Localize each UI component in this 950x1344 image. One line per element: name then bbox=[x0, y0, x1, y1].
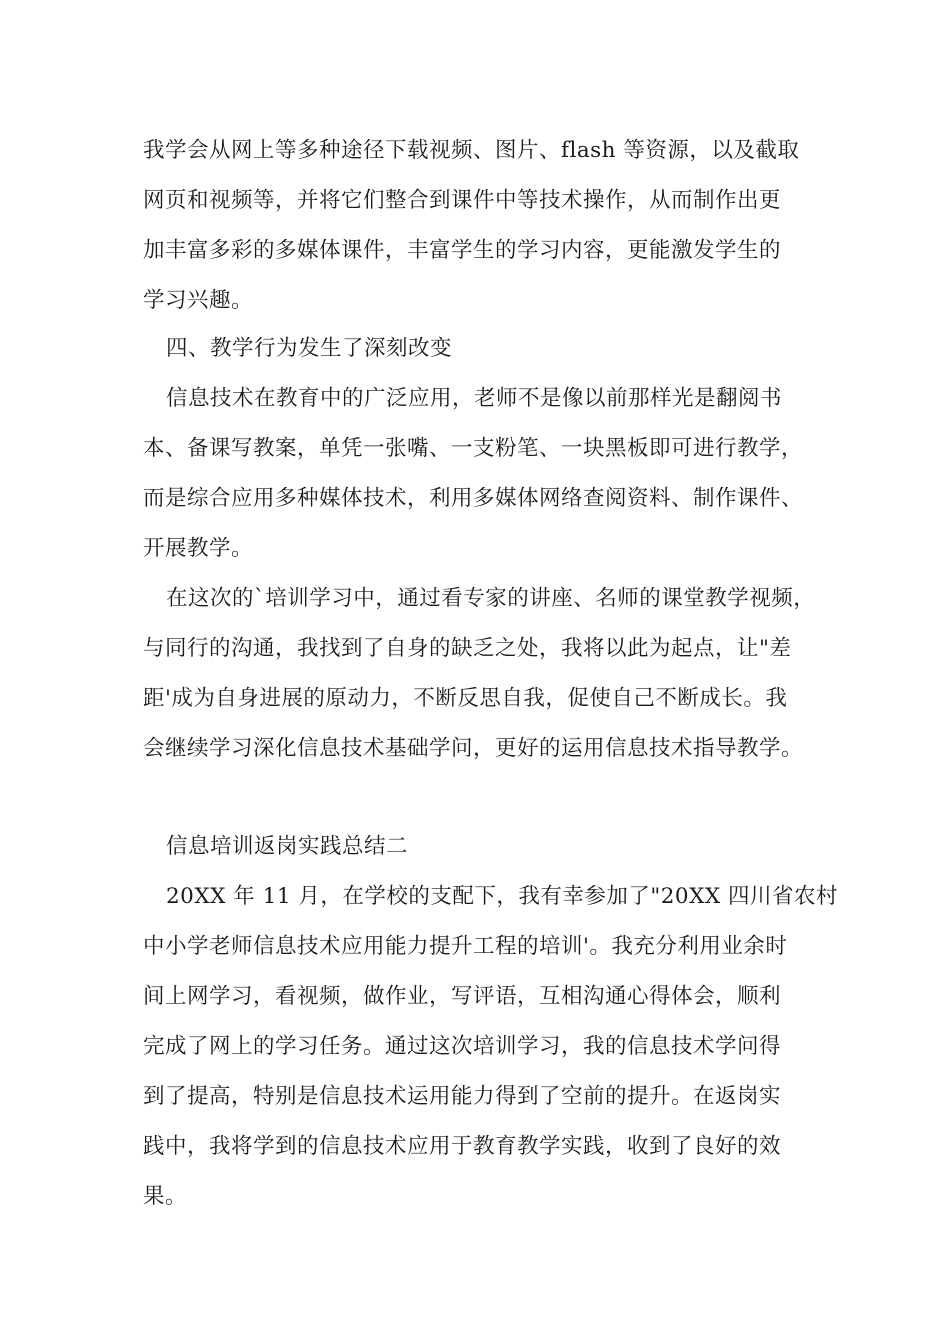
paragraph-line: 距'成为自身进展的原动力，不断反思自我，促使自己不断成长。我 bbox=[143, 686, 788, 711]
paragraph-line: 开展教学。 bbox=[143, 536, 254, 561]
paragraph-line: 完成了网上的学习任务。通过这次培训学习，我的信息技术学问得 bbox=[143, 1034, 782, 1059]
paragraph-line: 到了提高，特别是信息技术运用能力得到了空前的提升。在返岗实 bbox=[143, 1084, 782, 1109]
paragraph-line: 学习兴趣。 bbox=[143, 288, 254, 313]
section-heading: 四、教学行为发生了深刻改变 bbox=[166, 336, 453, 361]
paragraph-line: 践中，我将学到的信息技术应用于教育教学实践，收到了良好的效 bbox=[143, 1134, 782, 1159]
section-title: 信息培训返岗实践总结二 bbox=[166, 834, 409, 859]
paragraph-line: 信息技术在教育中的广泛应用，老师不是像以前那样光是翻阅书 bbox=[166, 386, 783, 411]
paragraph-line: 加丰富多彩的多媒体课件，丰富学生的学习内容，更能激发学生的 bbox=[143, 238, 782, 263]
paragraph-line: 果。 bbox=[143, 1184, 188, 1209]
paragraph-line: 中小学老师信息技术应用能力提升工程的培训'。我充分利用业余时 bbox=[143, 934, 788, 959]
paragraph-line: 会继续学习深化信息技术基础学问，更好的运用信息技术指导教学。 bbox=[143, 736, 804, 761]
paragraph-line: 本、备课写教案，单凭一张嘴、一支粉笔、一块黑板即可进行教学， bbox=[143, 436, 804, 461]
paragraph-line: 而是综合应用多种媒体技术，利用多媒体网络查阅资料、制作课件、 bbox=[143, 486, 804, 511]
paragraph-line: 间上网学习，看视频，做作业，写评语，互相沟通心得体会，顺利 bbox=[143, 984, 782, 1009]
paragraph-line: 20XX 年 11 月，在学校的支配下，我有幸参加了"20XX 四川省农村 bbox=[166, 884, 839, 909]
paragraph-line: 与同行的沟通，我找到了自身的缺乏之处，我将以此为起点，让"差 bbox=[143, 636, 792, 661]
paragraph-line: 网页和视频等，并将它们整合到课件中等技术操作，从而制作出更 bbox=[143, 188, 782, 213]
paragraph-line: 我学会从网上等多种途径下载视频、图片、flash 等资源，以及截取 bbox=[143, 138, 800, 163]
paragraph-line: 在这次的`培训学习中，通过看专家的讲座、名师的课堂教学视频， bbox=[166, 586, 816, 611]
